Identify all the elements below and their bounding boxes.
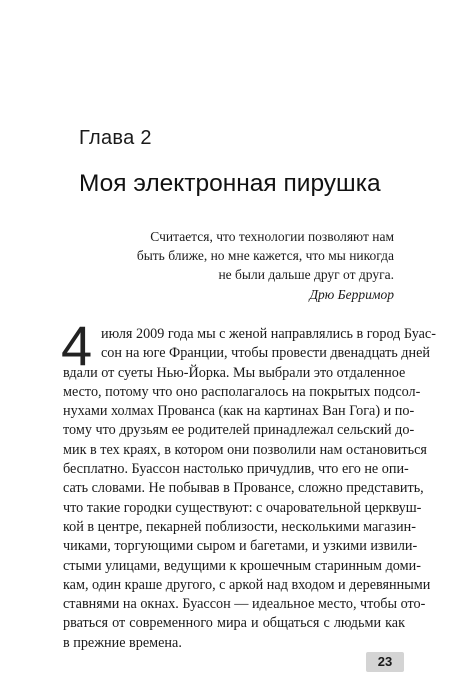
body-line: вдали от суеты Нью-Йорка. Мы выбрали это отдаленное xyxy=(63,364,406,381)
epigraph-line: быть ближе, но мне кажется, что мы никогда xyxy=(136,248,394,263)
body-line: стыми улицами, ведущими к крошечным старинным доми- xyxy=(63,557,421,574)
epigraph-author: Дрю Берримор xyxy=(309,287,394,302)
body-line: сать словами. Не побывав в Провансе, сложно представить, xyxy=(63,480,424,497)
chapter-title: Моя электронная пирушка xyxy=(79,170,381,197)
body-line: мик в тех краях, в котором они позволили нам остановиться xyxy=(63,441,427,458)
body-line: сон на юге Франции, чтобы провести двенадцать дней xyxy=(101,345,431,362)
body-line: место, потому что оно располагалось на покрытых подсол- xyxy=(63,383,421,400)
body-line: кам, один краше другого, с аркой над входом и деревянными xyxy=(63,576,431,593)
epigraph xyxy=(134,227,394,304)
body-line: чиками, торгующими сыром и багетами, и узкими извили- xyxy=(63,538,418,555)
chapter-number: Глава 2 xyxy=(79,127,152,149)
body-paragraph xyxy=(63,325,436,653)
epigraph-line: Считается, что технологии позволяют нам xyxy=(150,229,394,244)
body-line: тому что друзьям ее родителей принадлежал сельский до- xyxy=(63,422,415,439)
body-line: ставнями на окнах. Буассон — идеальное место, чтобы ото- xyxy=(63,596,426,613)
body-line: рваться от современного мира и общаться с людьми как xyxy=(63,615,405,632)
body-line: июля 2009 года мы с женой направлялись в город Буас- xyxy=(101,326,436,342)
epigraph-line: не были дальше друг от друга. xyxy=(218,267,394,282)
body-line: нухами холмах Прованса (как на картинах Ван Гога) и по- xyxy=(63,403,415,420)
body-line: кой в центре, пекарней поблизости, несколькими магазин- xyxy=(63,518,416,535)
drop-cap: 4 xyxy=(61,314,93,377)
body-line: бесплатно. Буассон настолько причудлив, что его не опи- xyxy=(63,461,409,478)
body-line: что такие городки существуют: с очаровательной церквуш- xyxy=(63,499,422,516)
body-line: в прежние времена. xyxy=(63,634,182,651)
page-number: 23 xyxy=(366,652,404,672)
